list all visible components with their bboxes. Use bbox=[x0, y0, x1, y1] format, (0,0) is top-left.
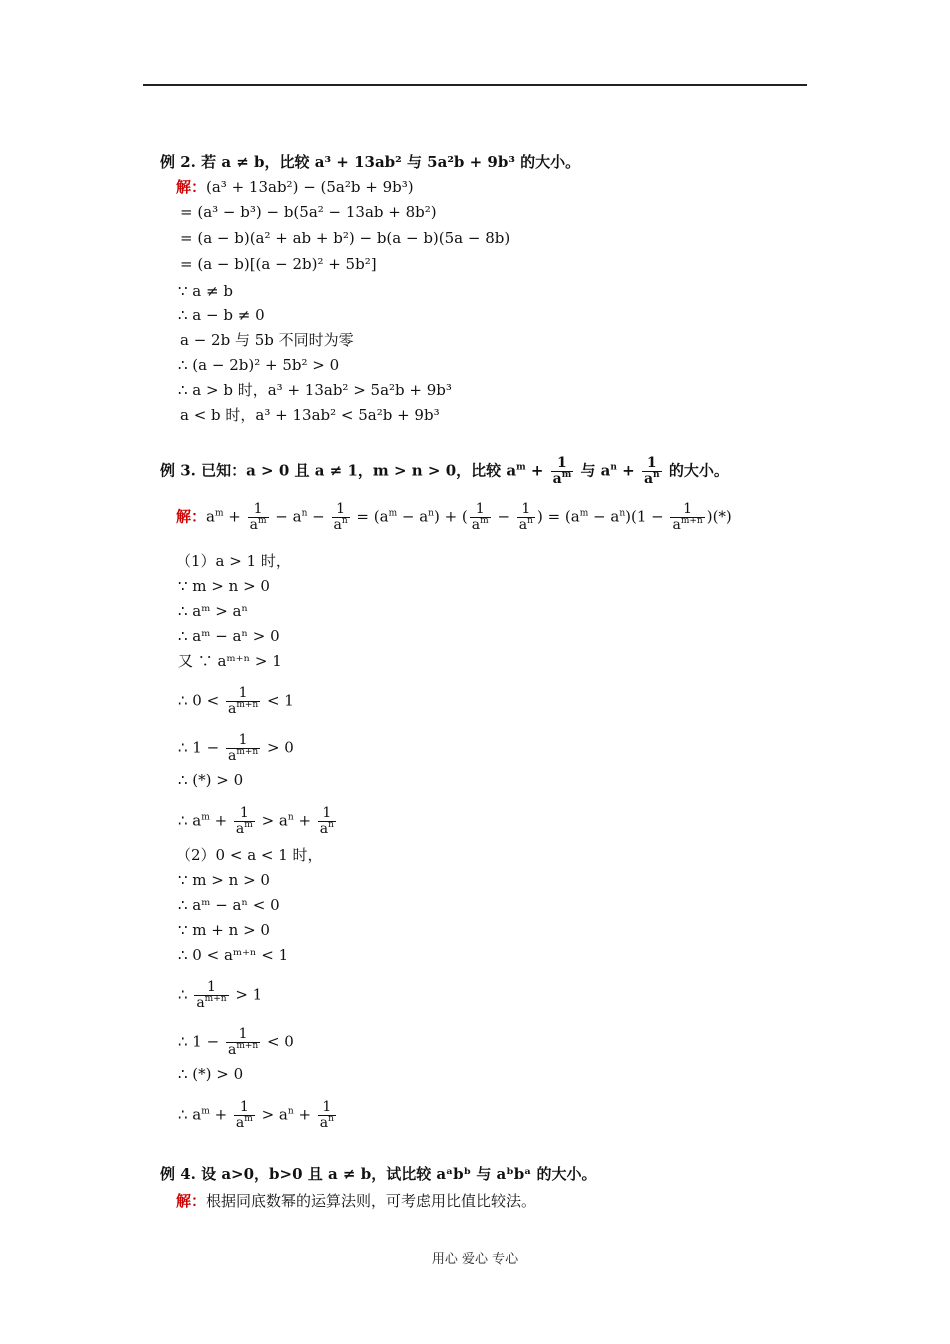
fraction: $\frac{1}{a^n}$ bbox=[643, 455, 660, 487]
math-line: ∴ a > b 时，a³ + 13ab² > 5a²b + 9b³ bbox=[178, 381, 452, 399]
example-3-equation: 解：$a^m$ + $\frac{1}{a^m}$ − $a^n$ − $\frac{1}{a^n}$ = $(a^m - a^n)$ + ( $\frac{1}{a^m}$ − $\frac{1}{a^n}$ ) = $(a^m - a^n)(1$ − $\frac{1}{a^{m+n}}$ )(*) bbox=[176, 501, 732, 533]
math-line: ∴ aᵐ > aⁿ bbox=[178, 602, 248, 620]
solution-label: 解： bbox=[176, 178, 207, 196]
example-3-title: 例 3. 已知：a > 0 且 a ≠ 1，m > n > 0，比较 $a^m$ + $\frac{1}{a^m}$ 与 $a^n$ + $\frac{1}{a^n}$ 的大小。 bbox=[160, 455, 729, 487]
math-line: ∴ 0 < $\frac{1}{a^{m+n}}$ < 1 bbox=[178, 685, 294, 717]
math-line: ∵ m + n > 0 bbox=[178, 921, 270, 939]
example-2-solution-line: 解：(a³ + 13ab²) − (5a²b + 9b³) bbox=[176, 178, 414, 196]
math-line: ∴ 1 − $\frac{1}{a^{m+n}}$ < 0 bbox=[178, 1026, 294, 1058]
math-line: = (a − b)[(a − 2b)² + 5b²] bbox=[180, 255, 377, 273]
math-line: ∴ (a − 2b)² + 5b² > 0 bbox=[178, 356, 340, 374]
solution-label: 解： bbox=[176, 1192, 207, 1210]
example-2-title: 例 2. 若 a ≠ b，比较 a³ + 13ab² 与 5a²b + 9b³ 的大小。 bbox=[160, 153, 581, 171]
math-line: = (a³ − b³) − b(5a² − 13ab + 8b²) bbox=[180, 203, 437, 221]
solution-label: 解： bbox=[176, 507, 207, 526]
math-line: a − 2b 与 5b 不同时为零 bbox=[180, 331, 354, 349]
example-4-solution: 解：根据同底数幂的运算法则，可考虑用比值比较法。 bbox=[176, 1192, 537, 1210]
math-line: ∵ a ≠ b bbox=[178, 282, 233, 300]
case-2-heading: （2）0 < a < 1 时， bbox=[176, 846, 323, 864]
page-footer: 用心 爱心 专心 bbox=[431, 1252, 519, 1267]
math-line: ∴ 0 < aᵐ⁺ⁿ < 1 bbox=[178, 946, 289, 964]
math-line: ∵ m > n > 0 bbox=[178, 577, 270, 595]
math-line: 又 ∵ aᵐ⁺ⁿ > 1 bbox=[178, 652, 282, 670]
math-line: ∴ (*) > 0 bbox=[178, 771, 244, 789]
math-line: = (a − b)(a² + ab + b²) − b(a − b)(5a − 8b) bbox=[180, 229, 511, 247]
math-line: ∴ (*) > 0 bbox=[178, 1065, 244, 1083]
case-1-conclusion: ∴ $a^m$ + $\frac{1}{a^m}$ > $a^n$ + $\frac{1}{a^n}$ bbox=[178, 805, 334, 837]
math-line: ∴ 1 − $\frac{1}{a^{m+n}}$ > 0 bbox=[178, 732, 294, 764]
math-line: ∴ $\frac{1}{a^{m+n}}$ > 1 bbox=[178, 979, 263, 1011]
math-line: a < b 时，a³ + 13ab² < 5a²b + 9b³ bbox=[180, 406, 440, 424]
math-line: ∴ a − b ≠ 0 bbox=[178, 306, 265, 324]
math-line: ∴ aᵐ − aⁿ < 0 bbox=[178, 896, 280, 914]
case-1-heading: （1）a > 1 时， bbox=[176, 552, 291, 570]
header-rule bbox=[143, 84, 807, 86]
fraction: $\frac{1}{a^m}$ bbox=[552, 455, 572, 487]
example-4-title: 例 4. 设 a>0，b>0 且 a ≠ b，试比较 aᵃbᵇ 与 aᵇbᵃ 的大小。 bbox=[160, 1165, 597, 1183]
math-line: ∵ m > n > 0 bbox=[178, 871, 270, 889]
case-2-conclusion: ∴ $a^m$ + $\frac{1}{a^m}$ > $a^n$ + $\frac{1}{a^n}$ bbox=[178, 1099, 334, 1131]
math-line: ∴ aᵐ − aⁿ > 0 bbox=[178, 627, 280, 645]
